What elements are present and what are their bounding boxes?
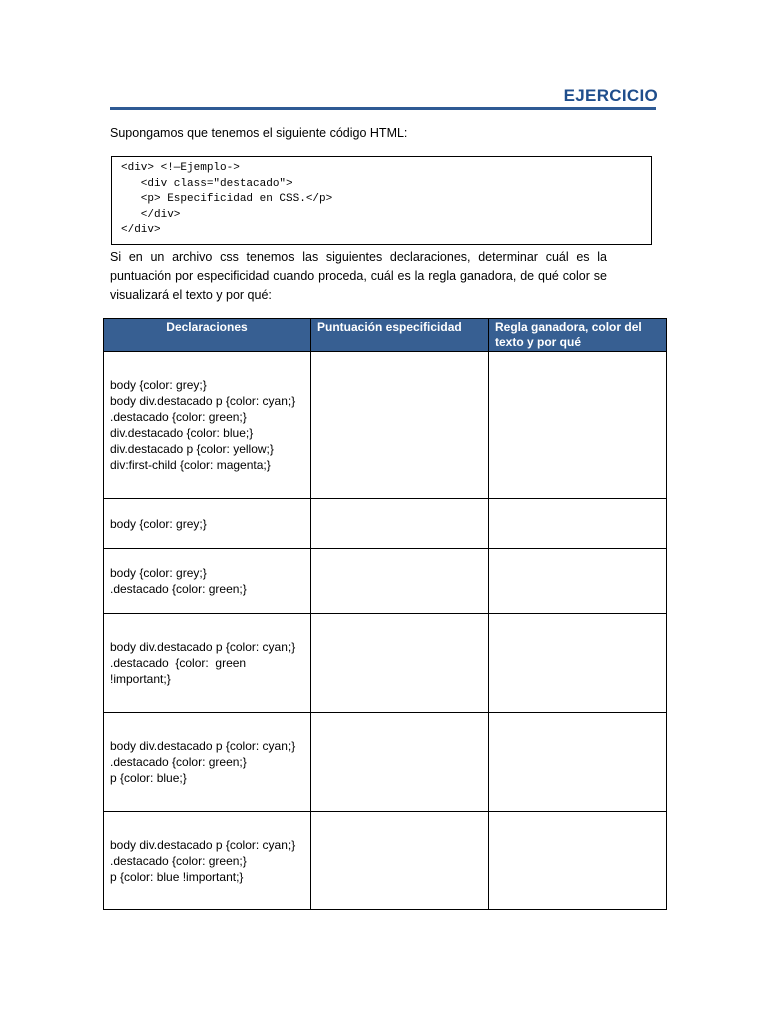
code-line: <div> <!—Ejemplo-> (121, 162, 240, 174)
table-row (104, 713, 667, 812)
score-cell[interactable] (311, 713, 489, 812)
declaration-line: body {color: grey;} (110, 566, 207, 580)
table-row (104, 499, 667, 549)
winner-cell[interactable] (489, 352, 667, 499)
declaration-line: .destacado {color: green;} (110, 755, 247, 769)
declaration-line: body div.destacado p {color: cyan;} (110, 394, 296, 408)
winner-cell[interactable] (489, 614, 667, 713)
table-row (104, 549, 667, 614)
declarations-cell (104, 549, 311, 614)
table-row (104, 812, 667, 910)
winner-cell[interactable] (489, 549, 667, 614)
table-row (104, 352, 667, 499)
specificity-table (103, 318, 667, 910)
score-cell[interactable] (311, 812, 489, 910)
declaration-line: div.destacado p {color: yellow;} (110, 442, 274, 456)
header-declaraciones: Declaraciones (104, 319, 311, 352)
winner-cell[interactable] (489, 713, 667, 812)
declarations-cell (104, 812, 311, 910)
declaration-line: body {color: grey;} (110, 516, 207, 531)
table-header-row (104, 319, 667, 352)
code-line: <div class="destacado"> (121, 177, 293, 190)
declaration-line: body div.destacado p {color: cyan;} (110, 837, 296, 852)
declarations-cell (104, 614, 311, 713)
declaration-line: body {color: grey;} (110, 378, 207, 392)
code-line: </div> (121, 208, 181, 221)
score-cell[interactable] (311, 352, 489, 499)
table-row (104, 614, 667, 713)
score-cell[interactable] (311, 614, 489, 713)
page-title: EJERCICIO (563, 86, 658, 105)
declaration-line: .destacado {color: green;} (110, 582, 247, 596)
score-cell[interactable] (311, 549, 489, 614)
declaration-line: div:first-child {color: magenta;} (110, 458, 271, 472)
declaration-line: p {color: blue;} (110, 771, 187, 785)
winner-cell[interactable] (489, 499, 667, 549)
declaration-line: .destacado {color: green !important;} (110, 656, 250, 686)
code-line: <p> Especificidad en CSS.</p> (121, 193, 333, 205)
title-underline (110, 107, 656, 110)
code-line: </div> (121, 224, 161, 236)
header-puntuacion: Puntuación especificidad (311, 319, 489, 352)
declaration-line: div.destacado {color: blue;} (110, 426, 254, 440)
declaration-line: .destacado {color: green;} (110, 410, 247, 424)
intro-text: Supongamos que tenemos el siguiente código HTML: (110, 126, 408, 140)
html-code-box (111, 156, 652, 245)
declarations-cell (104, 499, 311, 549)
declaration-line: body div.destacado p {color: cyan;} (110, 739, 296, 753)
winner-cell[interactable] (489, 812, 667, 910)
declarations-cell (104, 352, 311, 499)
declarations-cell (104, 713, 311, 812)
declaration-line: p {color: blue !important;} (110, 869, 244, 884)
instructions-paragraph: Si en un archivo css tenemos las siguientes declaraciones, determinar cuál es la puntuación por especificidad cuando proceda, cuál es la regla ganadora, de qué color se visualizará el texto y por qué: (110, 250, 607, 302)
score-cell[interactable] (311, 499, 489, 549)
header-regla-ganadora: Regla ganadora, color del texto y por qué (489, 319, 667, 352)
declaration-line: body div.destacado p {color: cyan;} (110, 640, 296, 654)
declaration-line: .destacado {color: green;} (110, 853, 247, 868)
